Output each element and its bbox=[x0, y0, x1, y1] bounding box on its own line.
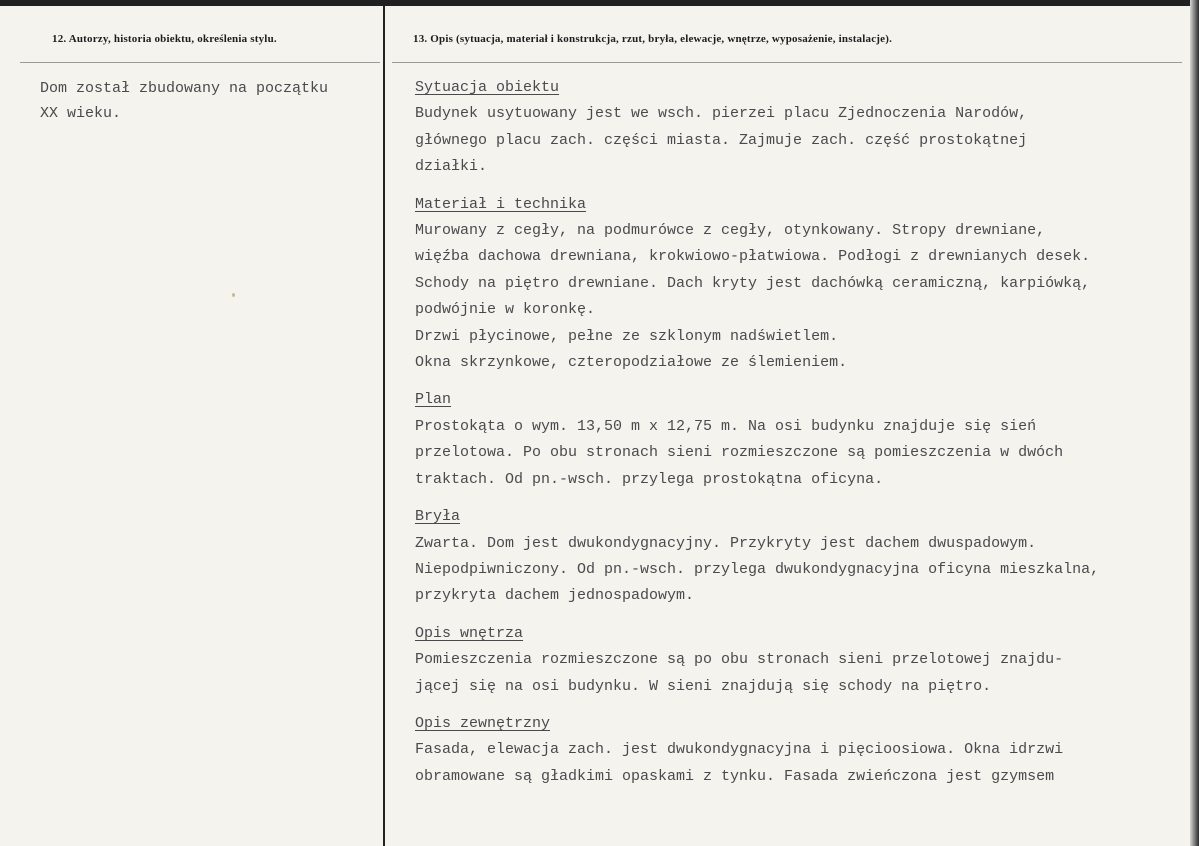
text-line: Fasada, elewacja zach. jest dwukondygnacyjna i pięcioosiowa. Okna idrzwi bbox=[415, 741, 1064, 759]
section-material bbox=[415, 192, 1185, 377]
section-title: Materiał i technika bbox=[415, 195, 587, 213]
text-line: więźba dachowa drewniana, krokwiowo-płatwiowa. Podłogi z drewnianych desek. bbox=[415, 248, 1091, 266]
text-line: Schody na piętro drewniane. Dach kryty jest dachówką ceramiczną, karpiówką, bbox=[415, 274, 1091, 292]
text-line: Drzwi płycinowe, pełne ze szklonym nadświetlem. bbox=[415, 327, 839, 345]
text-line: Murowany z cegły, na podmurówce z cegły, otynkowany. Stropy drewniane, bbox=[415, 222, 1046, 240]
section-exterior bbox=[415, 711, 1185, 790]
text-line: Niepodpiwniczony. Od pn.-wsch. przylega dwukondygnacyjna oficyna mieszkalna, bbox=[415, 560, 1100, 578]
section-title: Opis wnętrza bbox=[415, 624, 524, 642]
section-title: Bryła bbox=[415, 508, 461, 526]
text-line: Dom został zbudowany na początku bbox=[40, 80, 329, 97]
section-title: Plan bbox=[415, 391, 452, 409]
section-situation bbox=[415, 75, 1185, 181]
text-line: Zwarta. Dom jest dwukondygnacyjny. Przykryty jest dachem dwuspadowym. bbox=[415, 534, 1037, 552]
text-line: XX wieku. bbox=[40, 105, 122, 122]
text-line: traktach. Od pn.-wsch. przylega prostokątna oficyna. bbox=[415, 470, 884, 488]
section-title: Sytuacja obiektu bbox=[415, 79, 560, 96]
section-title: Opis zewnętrzny bbox=[415, 714, 551, 732]
column-divider bbox=[383, 6, 385, 846]
section-plan bbox=[415, 387, 1185, 493]
section-interior bbox=[415, 621, 1185, 700]
left-column-body bbox=[40, 76, 375, 126]
text-line: Okna skrzynkowe, czteropodziałowe ze ślemieniem. bbox=[415, 354, 848, 372]
text-line: Prostokąta o wym. 13,50 m x 12,75 m. Na osi budynku znajduje się sień bbox=[415, 417, 1037, 435]
text-line: obramowane są gładkimi opaskami z tynku. Fasada zwieńczona jest gzymsem bbox=[415, 767, 1055, 785]
text-line: jącej się na osi budynku. W sieni znajdują się schody na piętro. bbox=[415, 677, 992, 695]
scan-top-edge bbox=[0, 0, 1199, 6]
right-header-rule bbox=[392, 62, 1182, 63]
scan-right-edge bbox=[1190, 0, 1199, 846]
text-line: głównego placu zach. części miasta. Zajmuje zach. część prostokątnej bbox=[415, 131, 1028, 149]
left-header-rule bbox=[20, 62, 380, 63]
section-massing bbox=[415, 504, 1185, 610]
text-line: Budynek usytuowany jest we wsch. pierzei placu Zjednoczenia Narodów, bbox=[415, 105, 1028, 123]
text-line: przelotowa. Po obu stronach sieni rozmieszczone są pomieszczenia w dwóch bbox=[415, 444, 1064, 462]
text-line: Pomieszczenia rozmieszczone są po obu stronach sieni przelotowej znajdu- bbox=[415, 651, 1064, 669]
right-column-header: 13. Opis (sytuacja, materiał i konstrukcja, rzut, bryła, elewacje, wnętrze, wyposażenie, instalacje). bbox=[413, 33, 893, 45]
left-column-header: 12. Autorzy, historia obiektu, określenia stylu. bbox=[52, 33, 277, 45]
text-line: podwójnie w koronkę. bbox=[415, 301, 596, 319]
right-column-body bbox=[415, 75, 1185, 801]
paper-stain bbox=[232, 293, 235, 297]
text-line: działki. bbox=[415, 158, 488, 176]
text-line: przykryta dachem jednospadowym. bbox=[415, 587, 695, 605]
